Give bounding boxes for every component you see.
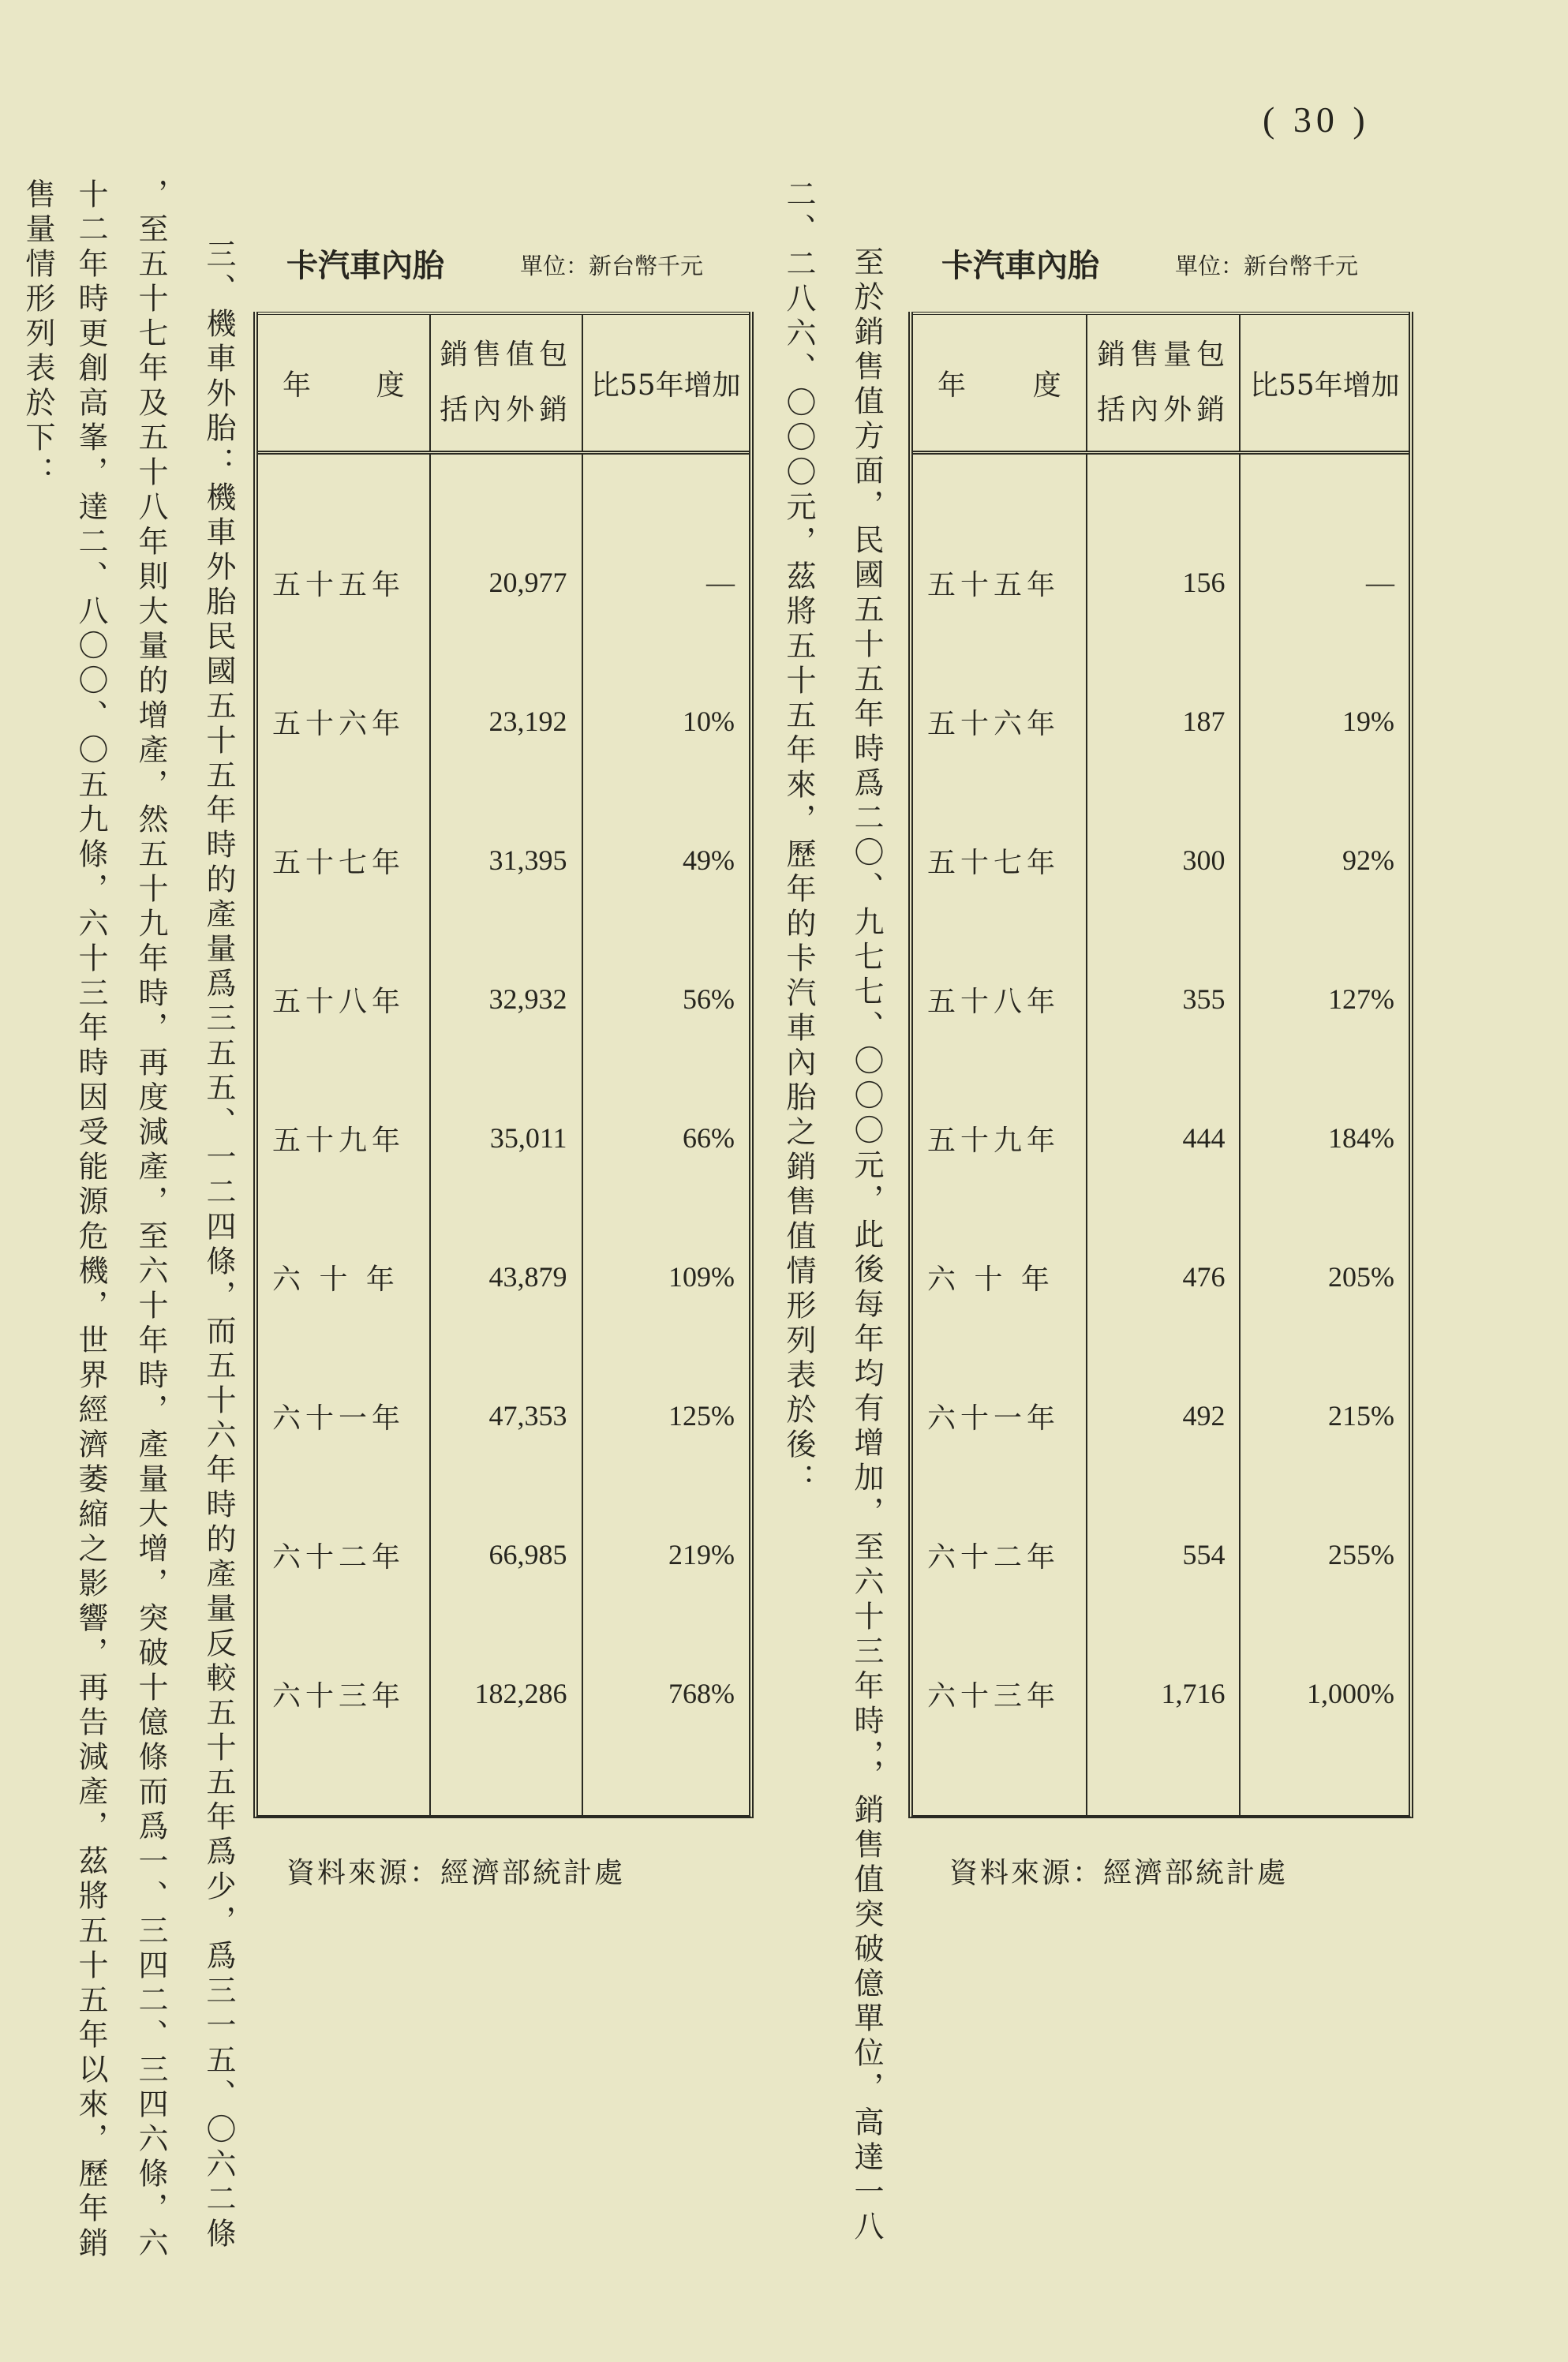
header-year xyxy=(258,313,430,453)
header-year xyxy=(913,313,1087,453)
body-text-column: 售量情形列表於下： xyxy=(21,178,55,491)
header-year-a: 年 xyxy=(937,369,967,402)
year-cell: 五十六年 xyxy=(272,707,406,740)
header-year-b: 度 xyxy=(376,369,405,402)
increase-cell: 49% xyxy=(582,791,750,930)
table-row xyxy=(258,652,749,791)
header-sales xyxy=(1087,313,1241,453)
increase-cell: 92% xyxy=(1240,791,1409,930)
header-row xyxy=(258,313,749,453)
body-text-column: 三、機車外胎：機車外胎民國五十五年時的產量爲三五五、一二四條，而五十六年時的產量反較五十五年爲少，爲三一五、〇六二條 xyxy=(201,238,236,2252)
sales-volume-table xyxy=(908,312,1413,1818)
value-cell: 43,879 xyxy=(430,1207,582,1346)
table-row xyxy=(258,791,749,930)
year-cell: 五十五年 xyxy=(272,568,406,601)
table-row xyxy=(258,1485,749,1624)
table-source: 資料來源：經濟部統計處 xyxy=(286,1857,626,1889)
table-row xyxy=(913,1624,1409,1763)
value-cell: 182,286 xyxy=(430,1624,582,1763)
value-cell: 554 xyxy=(1087,1485,1241,1624)
value-cell: 31,395 xyxy=(430,791,582,930)
increase-cell: — xyxy=(582,513,750,652)
value-cell: 156 xyxy=(1087,513,1241,652)
value-cell: 300 xyxy=(1087,791,1241,930)
body-text-column: 十二年時更創高峯，達二、八〇〇、〇五九條，六十三年時因受能源危機，世界經濟萎縮之影響，再告減產，茲將五十五年以來，歷年銷 xyxy=(73,178,108,2262)
table-unit: 單位：新台幣千元 xyxy=(1175,253,1359,279)
value-cell: 1,716 xyxy=(1087,1624,1241,1763)
year-cell: 六十三年 xyxy=(927,1679,1061,1713)
year-cell: 五十九年 xyxy=(927,1124,1061,1157)
table-row xyxy=(913,513,1409,652)
header-sales-line2: 括內外銷 xyxy=(440,394,573,426)
increase-cell: 109% xyxy=(582,1207,750,1346)
value-cell: 476 xyxy=(1087,1207,1241,1346)
table-row xyxy=(913,1485,1409,1624)
header-sales-line1: 銷售量包 xyxy=(1097,339,1230,371)
sales-value-table xyxy=(253,312,754,1818)
table-title: 卡汽車內胎 xyxy=(286,248,444,284)
year-cell: 六十二年 xyxy=(927,1540,1061,1574)
increase-cell: 125% xyxy=(582,1346,750,1485)
year-cell: 五十八年 xyxy=(272,985,406,1018)
table-row xyxy=(913,1207,1409,1346)
table-row xyxy=(258,513,749,652)
increase-cell: 184% xyxy=(1240,1069,1409,1207)
increase-cell: 10% xyxy=(582,652,750,791)
table-row xyxy=(913,652,1409,791)
year-cell: 五十七年 xyxy=(927,846,1061,879)
value-cell: 20,977 xyxy=(430,513,582,652)
increase-cell: 19% xyxy=(1240,652,1409,791)
increase-cell: 127% xyxy=(1240,930,1409,1069)
year-cell: 六十一年 xyxy=(927,1402,1061,1435)
header-year-b: 度 xyxy=(1032,369,1061,402)
page-number: ( 30 ) xyxy=(1263,99,1370,140)
value-cell: 444 xyxy=(1087,1069,1241,1207)
header-sales-line1: 銷售值包 xyxy=(440,339,573,371)
value-cell: 492 xyxy=(1087,1346,1241,1485)
header-increase: 比55年增加 xyxy=(1240,313,1409,453)
year-cell: 六十二年 xyxy=(272,1540,406,1574)
body-text-column: 至於銷售值方面，民國五十五年時爲二〇、九七七、〇〇〇元，此後每年均有增加，至六十三年時，，銷售值突破億單位，高達一八 xyxy=(849,246,884,2245)
year-cell: 六十三年 xyxy=(272,1679,406,1713)
increase-cell: 219% xyxy=(582,1485,750,1624)
year-cell: 五十七年 xyxy=(272,846,406,879)
increase-cell: 255% xyxy=(1240,1485,1409,1624)
table-row xyxy=(258,1207,749,1346)
value-cell: 23,192 xyxy=(430,652,582,791)
value-cell: 187 xyxy=(1087,652,1241,791)
table-row xyxy=(258,930,749,1069)
year-cell: 六 十 年 xyxy=(927,1263,1054,1296)
year-cell: 五十八年 xyxy=(927,985,1061,1018)
increase-cell: 215% xyxy=(1240,1346,1409,1485)
increase-cell: 768% xyxy=(582,1624,750,1763)
increase-cell: 66% xyxy=(582,1069,750,1207)
table-unit: 單位：新台幣千元 xyxy=(520,253,704,279)
increase-cell: 56% xyxy=(582,930,750,1069)
table-row xyxy=(258,1346,749,1485)
value-cell: 47,353 xyxy=(430,1346,582,1485)
table-row xyxy=(913,1346,1409,1485)
year-cell: 六 十 年 xyxy=(272,1263,399,1296)
table-source: 資料來源：經濟部統計處 xyxy=(949,1857,1289,1889)
data-table xyxy=(913,312,1409,1815)
body-text-column: ，至五十七年及五十八年則大量的增產，然五十九年時，再度減產，至六十年時，產量大增，突破十億條而爲一、三四二、三四六條，六 xyxy=(133,178,168,2262)
header-sales xyxy=(430,313,582,453)
data-table xyxy=(258,312,749,1815)
increase-cell: 1,000% xyxy=(1240,1624,1409,1763)
year-cell: 五十五年 xyxy=(927,568,1061,601)
header-increase: 比55年增加 xyxy=(582,313,750,453)
increase-cell: — xyxy=(1240,513,1409,652)
year-cell: 六十一年 xyxy=(272,1402,406,1435)
table-row xyxy=(258,1069,749,1207)
value-cell: 66,985 xyxy=(430,1485,582,1624)
value-cell: 355 xyxy=(1087,930,1241,1069)
value-cell: 35,011 xyxy=(430,1069,582,1207)
header-row xyxy=(913,313,1409,453)
table-row xyxy=(258,1624,749,1763)
year-cell: 五十九年 xyxy=(272,1124,406,1157)
value-cell: 32,932 xyxy=(430,930,582,1069)
body-text-column: 二、二八六、〇〇〇元，茲將五十五年來，歷年的卡汽車內胎之銷售值情形列表於後： xyxy=(781,178,816,1498)
table-row xyxy=(913,930,1409,1069)
year-cell: 五十六年 xyxy=(927,707,1061,740)
increase-cell: 205% xyxy=(1240,1207,1409,1346)
header-year-a: 年 xyxy=(283,369,312,402)
table-title: 卡汽車內胎 xyxy=(941,248,1099,284)
header-sales-line2: 括內外銷 xyxy=(1097,394,1230,426)
table-row xyxy=(913,791,1409,930)
table-row xyxy=(913,1069,1409,1207)
